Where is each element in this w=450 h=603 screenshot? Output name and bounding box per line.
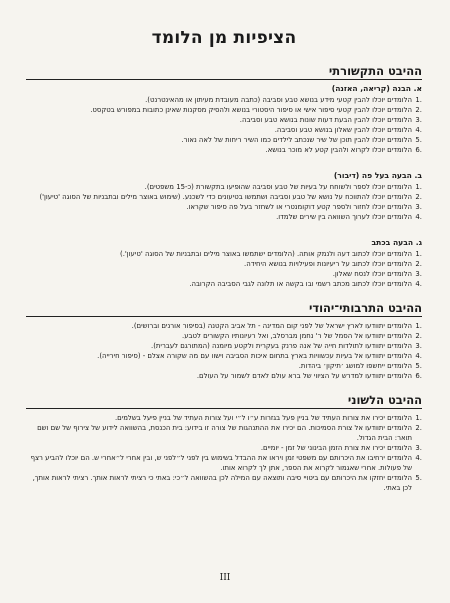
list-item: .1 הלומדים יוכלו לספר ולשוחח על בעיות של טבע וסביבה שהופיעו בתקשורת (כ-15 משפטים). — [144, 183, 422, 191]
page-number: III — [219, 573, 231, 583]
subsection-heading-speaking: ב. הבעה בעל פה (דיבור) — [333, 171, 422, 180]
list-item: .3 הלומדים יוכלו להבין הבעת דעות שונות בנושא טבע וסביבה. — [239, 116, 422, 124]
list-item: .2 הלומדים יתוודעו אל הסמל של ר' נחמן מברסלב, ואל רעיונותיו הקשורים לטבע. — [182, 332, 422, 340]
list-item: .3 הלומדים יתוודעו לתולדות חייה של אנה פרנק בעקרית ולקטע מיומנה (המתורגם לעברית). — [151, 342, 422, 350]
subsection-heading-writing: ג. הבעה בכתב — [371, 238, 422, 247]
section-cultural-jewish — [26, 301, 422, 381]
writing-list — [26, 249, 422, 289]
section-rule — [26, 408, 422, 409]
list-item: .3 הלומדים יוכלו לחזור ולספר קטע דוקומנטרי או לשחזר בעל פה סיפור שקראו. — [186, 203, 422, 211]
subsection-heading-comprehension: א. הבנה (קריאה, האזנה) — [331, 84, 422, 93]
list-item: .2 הלומדים יתוודעו אל צורת הסמיכות. הם יכירו את ההתנהגות של צורה זו בידוע: בית הכנסת, בהשוואה לידוע של צירוף של שם ושם תואר: הבית הגדול. — [37, 424, 422, 442]
section-rule — [26, 316, 422, 317]
section-rule — [26, 79, 422, 80]
list-item: .2 הלומדים יוכלו להבין קטעי סיפור אישי או סיפור היסטורי בנושא ולהסיק מסקנות שאינן כתובות במפורש בטקסט. — [90, 106, 422, 114]
list-item: .6 הלומדים יתוודעו למדרש על הציווי של ברא עולם לאדם לשמור על העולם. — [196, 372, 422, 380]
list-item: .6 הלומדים יוכלו לקרוא ולהבין קטע לא מוכר בנושא. — [265, 146, 422, 154]
list-item: .4 הלומדים יוכלו לערוך השוואה בין שירים שלמדו. — [276, 213, 422, 221]
list-item: .1 הלומדים יכירו את צורות העתיד של בניין פעל בגזרות ע״ו ל״י ועל צורות העתיד של בניין פיעל בשלמים. — [114, 414, 422, 422]
list-item: .5 הלומדים יוכלו להבין תוכן של שיר שנכתב לילדים כמו השיר ריחות של לאה נאור. — [181, 136, 422, 144]
list-item: .1 הלומדים יתוודעו לארץ ישראל של לפני קום המדינה - תל אביב הקטנה (בסיפור אורנים וברושים). — [131, 322, 422, 330]
cultural-list — [26, 321, 422, 381]
list-item: .3 הלומדים יכירו את צורת הזמן הבינוני של זמן - יומיים. — [260, 444, 422, 452]
list-item: .5 הלומדים ייחשפו למושג ׳תיקון׳ ביהדות. — [298, 362, 422, 370]
list-item: .1 הלומדים יוכלו לכתוב דעה ולנמק אותה. (הלומדים ישתמשו באוצר מילים ובתבניות של הסוגה 'טיעון'.) — [120, 250, 422, 258]
section-heading: ההיבט התקשורתי — [328, 64, 422, 78]
linguistic-list — [26, 413, 422, 493]
page-title: הציפיות מן הלומד — [151, 28, 297, 48]
section-linguistic — [26, 393, 422, 493]
list-item: .5 הלומדים יחזקו את היכרותם עם ביטויי סיבה ותוצאה עם המילה לכן בהשוואה ל״כי: באתי כי רציתי לראות אותך. רציתי לראות אותך, לכן באתי. — [32, 474, 422, 492]
list-item: .2 הלומדים יוכלו לכתוב על ריעיונות ופעילויות בנושא היחידה. — [244, 260, 422, 268]
section-heading: ההיבט התרבותי־יהודי — [308, 301, 422, 315]
list-item: .3 הלומדים יוכלו לנסח שאלון. — [332, 270, 422, 278]
list-item: .4 הלומדים יוכלו לכתוב מכתב רשמי ובו בקשה או תלונה לגבי הסביבה הקרובה. — [189, 280, 422, 288]
list-item: .4 הלומדים יתוודעו אל בעיות עכשוויות בארץ בתחום איכות הסביבה וישוו עם מה שקורה אצלם - (סיפור חירייה). — [97, 352, 422, 360]
list-item: .2 הלומדים יוכלו להתווכח על נושא של טבע וסביבה ושתמשו בטיעונים כדי לשכנע. (שימוש באוצר מילים ובתבניות של הסוגה 'טיעון') — [39, 193, 422, 201]
section-communicative — [26, 64, 422, 289]
section-heading: ההיבט הלשוני — [347, 393, 422, 407]
list-item: .4 הלומדים יוכלו להבין שאלון בנושא טבע וסביבה. — [274, 126, 422, 134]
list-item: .4 הלומדים ירחיבו את היכרותם עם משפטי זמן ויראו את ההבדל בשימוש בין לפני ל״לפני ש, ובין אחרי ל״אחרי ש. הם יוכלו להביע רצף של פעולות. אחרי שאגמור לקרוא את הספר, אתן לך לקרוא אותו. — [30, 454, 422, 472]
speaking-list — [26, 182, 422, 222]
comprehension-list — [26, 95, 422, 155]
list-item: .1 הלומדים יוכלו להבין קטעי מידע בנושא טבע וסביבה (כתבה מעובדת מעיתון או מהאינטרנט). — [145, 96, 422, 104]
